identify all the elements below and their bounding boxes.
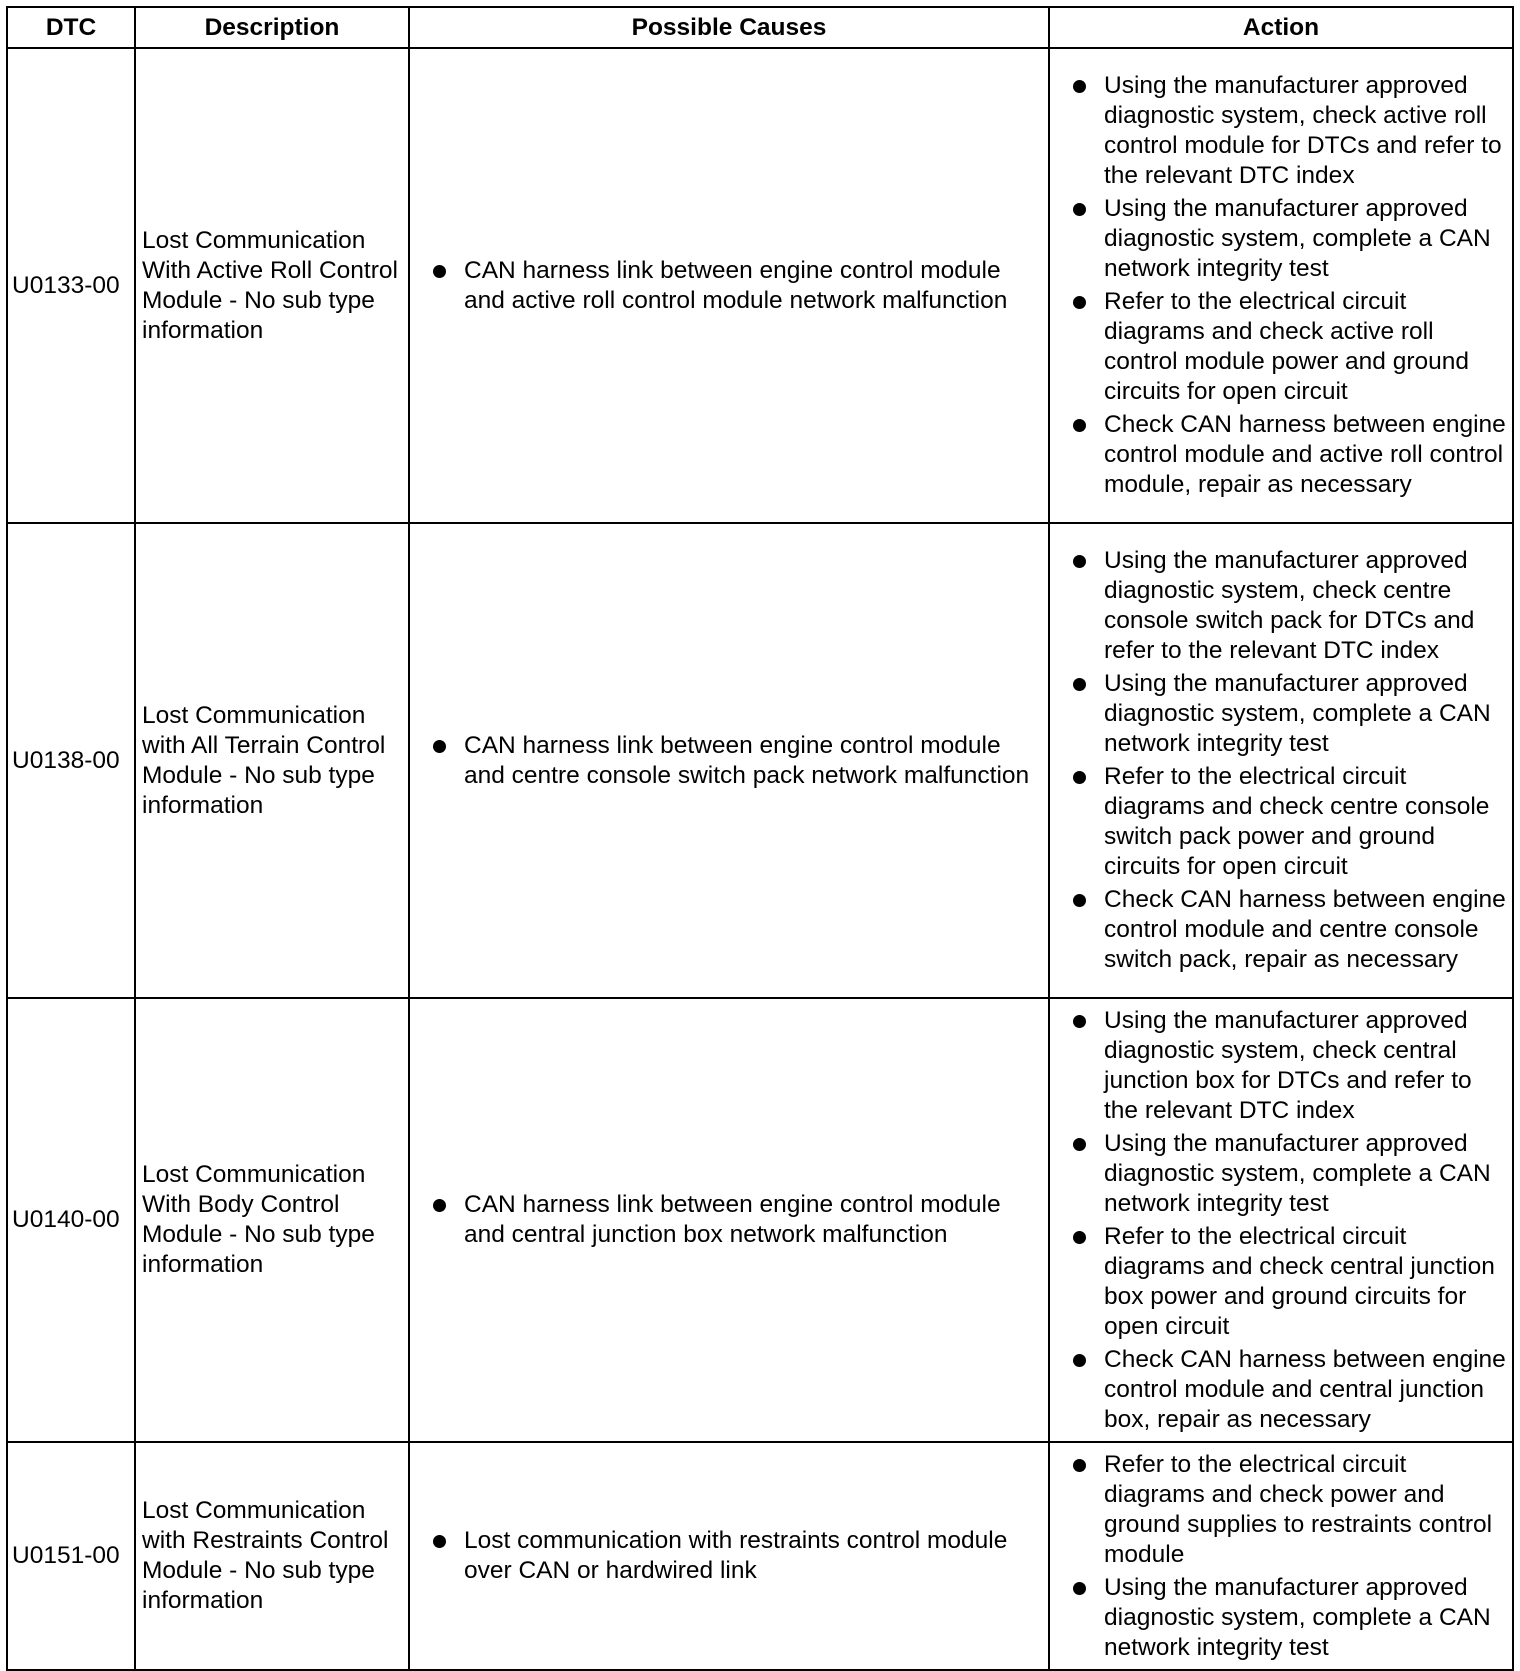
causes-list xyxy=(430,731,1036,791)
action-item: Refer to the electrical circuit diagrams and check active roll control module power and ground circuits for open circuit xyxy=(1070,287,1508,407)
dtc-description: Lost Communication With Active Roll Control Module - No sub type information xyxy=(135,48,409,523)
causes-list xyxy=(430,1526,1036,1586)
action-cell xyxy=(1049,998,1513,1442)
cause-item: Lost communication with restraints control module over CAN or hardwired link xyxy=(430,1526,1036,1586)
action-list xyxy=(1070,71,1508,500)
action-item: Check CAN harness between engine control module and active roll control module, repair as necessary xyxy=(1070,410,1508,500)
action-cell xyxy=(1049,1442,1513,1670)
action-list xyxy=(1070,546,1508,975)
header-dtc: DTC xyxy=(7,7,135,48)
possible-causes-cell xyxy=(409,48,1049,523)
dtc-table xyxy=(6,6,1514,1671)
dtc-description: Lost Communication With Body Control Module - No sub type information xyxy=(135,998,409,1442)
table-row xyxy=(7,523,1513,998)
action-list xyxy=(1070,1006,1508,1435)
header-row xyxy=(7,7,1513,48)
possible-causes-cell xyxy=(409,998,1049,1442)
action-item: Using the manufacturer approved diagnostic system, complete a CAN network integrity test xyxy=(1070,1129,1508,1219)
header-description: Description xyxy=(135,7,409,48)
action-item: Refer to the electrical circuit diagrams and check power and ground supplies to restraints control module xyxy=(1070,1450,1508,1570)
header-action: Action xyxy=(1049,7,1513,48)
table-row xyxy=(7,998,1513,1442)
action-item: Refer to the electrical circuit diagrams and check centre console switch pack power and ground circuits for open circuit xyxy=(1070,762,1508,882)
cause-item: CAN harness link between engine control module and centre console switch pack network malfunction xyxy=(430,731,1036,791)
table-row xyxy=(7,1442,1513,1670)
action-item: Using the manufacturer approved diagnostic system, complete a CAN network integrity test xyxy=(1070,194,1508,284)
possible-causes-cell xyxy=(409,1442,1049,1670)
action-item: Using the manufacturer approved diagnostic system, check centre console switch pack for DTCs and refer to the relevant DTC index xyxy=(1070,546,1508,666)
dtc-description: Lost Communication with All Terrain Control Module - No sub type information xyxy=(135,523,409,998)
dtc-code: U0133-00 xyxy=(7,48,135,523)
dtc-code: U0140-00 xyxy=(7,998,135,1442)
action-list xyxy=(1070,1450,1508,1663)
action-item: Using the manufacturer approved diagnostic system, complete a CAN network integrity test xyxy=(1070,669,1508,759)
header-possible-causes: Possible Causes xyxy=(409,7,1049,48)
action-item: Using the manufacturer approved diagnostic system, check active roll control module for DTCs and refer to the relevant DTC index xyxy=(1070,71,1508,191)
action-item: Using the manufacturer approved diagnostic system, check central junction box for DTCs and refer to the relevant DTC index xyxy=(1070,1006,1508,1126)
dtc-code: U0151-00 xyxy=(7,1442,135,1670)
causes-list xyxy=(430,1190,1036,1250)
table-row xyxy=(7,48,1513,523)
possible-causes-cell xyxy=(409,523,1049,998)
dtc-code: U0138-00 xyxy=(7,523,135,998)
cause-item: CAN harness link between engine control module and central junction box network malfunction xyxy=(430,1190,1036,1250)
action-item: Check CAN harness between engine control module and central junction box, repair as necessary xyxy=(1070,1345,1508,1435)
action-item: Using the manufacturer approved diagnostic system, complete a CAN network integrity test xyxy=(1070,1573,1508,1663)
action-cell xyxy=(1049,523,1513,998)
action-cell xyxy=(1049,48,1513,523)
cause-item: CAN harness link between engine control module and active roll control module network malfunction xyxy=(430,256,1036,316)
causes-list xyxy=(430,256,1036,316)
action-item: Refer to the electrical circuit diagrams and check central junction box power and ground circuits for open circuit xyxy=(1070,1222,1508,1342)
dtc-description: Lost Communication with Restraints Control Module - No sub type information xyxy=(135,1442,409,1670)
action-item: Check CAN harness between engine control module and centre console switch pack, repair as necessary xyxy=(1070,885,1508,975)
